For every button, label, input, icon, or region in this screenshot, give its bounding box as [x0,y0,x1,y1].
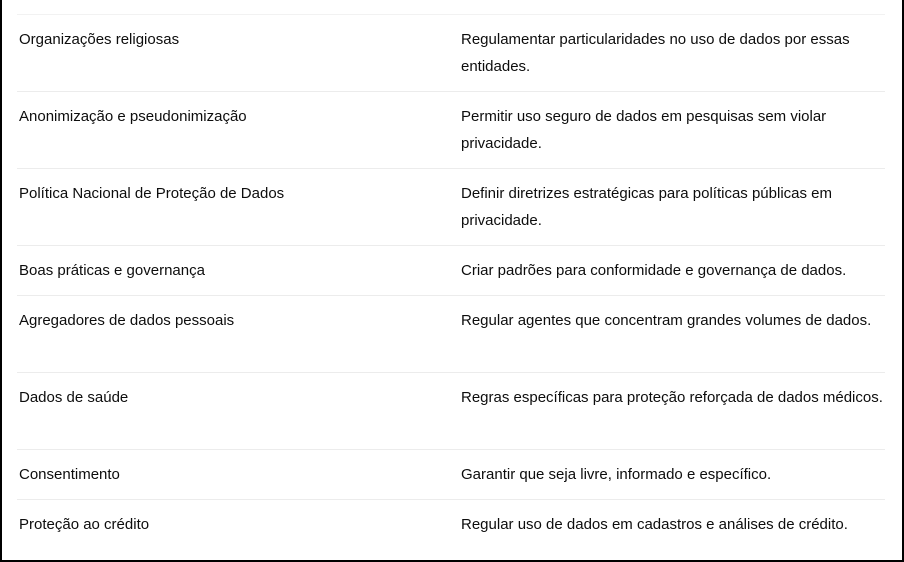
topic-cell [17,169,459,245]
table-row [17,91,885,168]
objective-text: Regras específicas para proteção reforçada de dados médicos. [461,389,883,406]
topic-cell [17,500,459,549]
table-row [17,245,885,295]
objective-cell [459,246,885,295]
objective-cell [459,373,885,449]
objective-text: Regulamentar particularidades no uso de dados por essas entidades. [461,31,850,75]
topic-cell [17,296,459,372]
topic-text: Consentimento [19,466,120,483]
table-row [17,499,885,549]
objective-cell [459,15,885,91]
objective-cell [459,169,885,245]
topic-text: Boas práticas e governança [19,262,205,279]
topic-text: Anonimização e pseudonimização [19,108,247,125]
table-row [17,295,885,372]
objective-cell [459,92,885,168]
objective-text: Permitir uso seguro de dados em pesquisas sem violar privacidade. [461,108,827,152]
topic-cell [17,373,459,449]
objective-text: Regular uso de dados em cadastros e análises de crédito. [461,516,848,533]
regulation-table [17,14,885,549]
topic-text: Proteção ao crédito [19,516,150,533]
objective-cell [459,450,885,499]
topic-cell [17,15,459,91]
objective-text: Criar padrões para conformidade e governança de dados. [461,262,847,279]
topic-cell [17,246,459,295]
objective-text: Regular agentes que concentram grandes volumes de dados. [461,312,872,329]
topic-text: Dados de saúde [19,389,129,406]
objective-cell [459,500,885,549]
topic-text: Organizações religiosas [19,31,180,48]
table-row [17,168,885,245]
topic-text: Agregadores de dados pessoais [19,312,235,329]
topic-cell [17,450,459,499]
objective-text: Garantir que seja livre, informado e específico. [461,466,772,483]
table-row [17,449,885,499]
topic-text: Política Nacional de Proteção de Dados [19,185,285,202]
table-row [17,14,885,91]
objective-cell [459,296,885,372]
objective-text: Definir diretrizes estratégicas para políticas públicas em privacidade. [461,185,832,229]
table-row [17,372,885,449]
topic-cell [17,92,459,168]
